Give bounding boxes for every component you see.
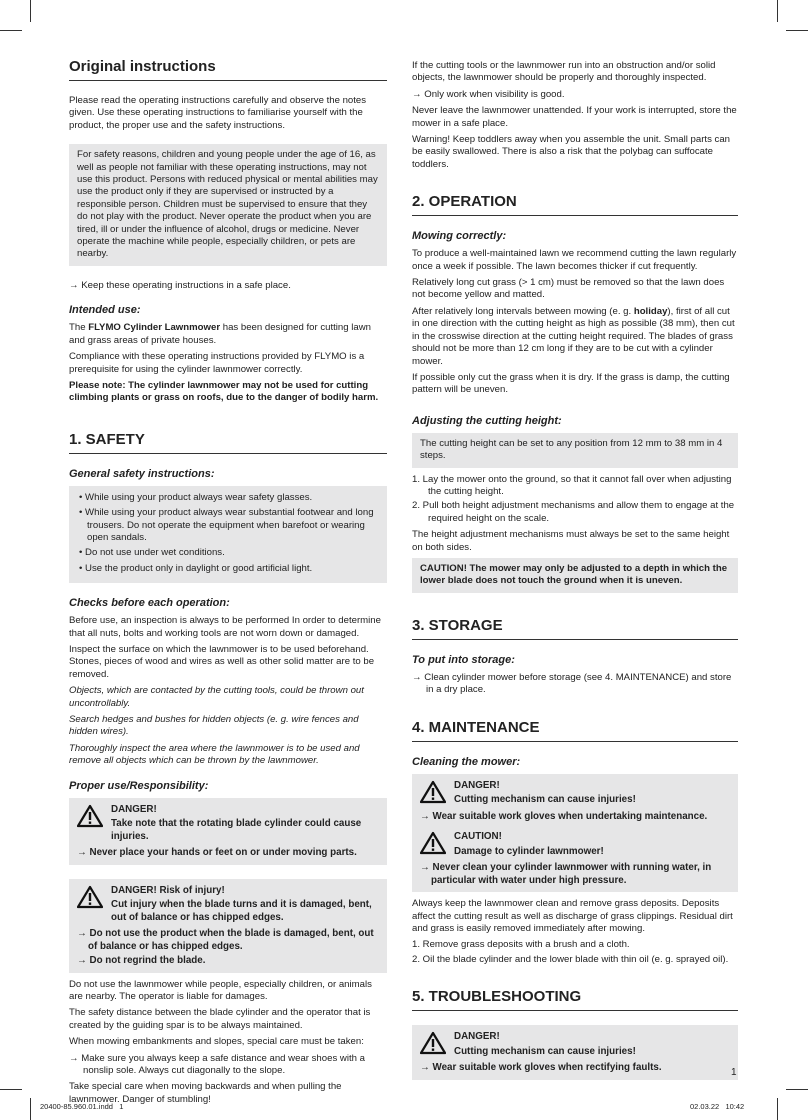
danger-instruction: → Do not use the product when the blade is damaged, bent, out of balance or has chipped edges. [77, 928, 374, 952]
crop-mark [786, 1089, 808, 1090]
slope-instruction: → Make sure you always keep a safe distance and wear shoes with a nonslip sole. Always cut diagonally to the slope. [69, 1052, 365, 1077]
crop-mark [30, 0, 31, 22]
step-item: 2. Oil the blade cylinder and the lower blade with thin oil (e. g. sprayed oil). [412, 953, 729, 965]
warning-triangle-icon [77, 804, 103, 828]
body-paragraph: Take special care when moving backwards and when pulling the lawnmower. Danger of stumbling! [69, 1081, 342, 1105]
danger-text: Cutting mechanism can cause injuries! [454, 794, 636, 806]
danger-instruction: → Wear suitable work gloves when undertaking maintenance. [420, 810, 708, 822]
section-heading-maintenance: 4. MAINTENANCE [412, 719, 738, 742]
danger-title: DANGER! Risk of injury! [111, 884, 225, 896]
checks-heading: Checks before each operation: [69, 597, 230, 610]
caution-text: Damage to cylinder lawnmower! [454, 845, 604, 857]
keep-instructions-note: → Keep these operating instructions in a safe place. [69, 279, 291, 291]
body-paragraph: Relatively long cut grass (> 1 cm) must be removed so that the lawn does not become yellow and matted. [412, 277, 725, 301]
storage-heading: To put into storage: [412, 653, 515, 666]
intended-use-heading: Intended use: [69, 304, 141, 317]
danger-title: DANGER! [111, 803, 157, 815]
step-item: 1. Lay the mower onto the ground, so that it cannot fall over when adjusting the cutting height. [412, 473, 732, 497]
warning-triangle-icon [77, 885, 103, 909]
section-heading-troubleshooting: 5. TROUBLESHOOTING [412, 988, 738, 1011]
danger-text: Cut injury when the blade turns and it is damaged, bent, out of balance or has chipped edges. [111, 899, 372, 923]
body-paragraph: The height adjustment mechanisms must always be set to the same height on both sides. [412, 529, 730, 553]
product-name: FLYMO Cylinder Lawnmower [88, 322, 221, 334]
please-note-paragraph: Please note: The cylinder lawnmower may not be used for cutting climbing plants or grass on roofs, due to the danger of bodily harm. [69, 379, 379, 404]
danger-text: Cutting mechanism can cause injuries! [454, 1045, 636, 1057]
crop-mark [777, 0, 778, 22]
safety-notice-box: For safety reasons, children and young people under the age of 16, as well as people not familiar with these operating instructions, may not use this product. Persons with reduced physical or mental abilities may use the product only if they are supervised or instructed by a responsible person. Children must be supervised to ensure that they do not play with the product. Never operate the product when you are tired, ill or under the influence of alcohol, drugs or medicine. Never operate the machine while people, especially children, or pets are nearby. [69, 144, 387, 266]
list-item: • Use the product only in daylight or good artificial light. [79, 562, 313, 574]
page-title: Original instructions [69, 58, 387, 81]
intended-use-paragraph: The FLYMO Cylinder Lawnmower has been designed for cutting lawn and grass areas of private houses. [69, 322, 372, 346]
list-item: • While using your product always wear safety glasses. [79, 491, 313, 503]
danger-instruction: → Never place your hands or feet on or under moving parts. [77, 847, 357, 859]
crop-mark [786, 30, 808, 31]
body-paragraph: To produce a well-maintained lawn we recommend cutting the lawn regularly once a week if possible. The lawn becomes thicker if cut frequently. [412, 248, 737, 272]
body-paragraph: If possible only cut the grass when it is dry. If the grass is damp, the cutting pattern will be uneven. [412, 371, 730, 396]
list-item: • While using your product always wear substantial footwear and long trousers. Do not operate the equipment when barefoot or wearing open sandals. [79, 507, 374, 543]
mowing-heading: Mowing correctly: [412, 230, 507, 243]
general-safety-heading: General safety instructions: [69, 467, 215, 480]
general-safety-box [69, 486, 387, 583]
adjust-heading: Adjusting the cutting height: [412, 414, 562, 427]
body-paragraph: Never leave the lawnmower unattended. If your work is interrupted, store the mower in a safe place. [412, 105, 737, 129]
step-item: 1. Remove grass deposits with a brush and a cloth. [412, 939, 630, 951]
danger-box [412, 1025, 738, 1080]
intro-paragraph: Please read the operating instructions carefully and observe the notes given. Use these operating instructions to familiarise yourself with the product, the proper use and the safety instructions. [69, 95, 367, 131]
section-heading-operation: 2. OPERATION [412, 193, 738, 216]
body-paragraph: If the cutting tools or the lawnmower run into an obstruction and/or solid objects, the lawnmower should be properly and thoroughly inspected. [412, 60, 716, 84]
danger-title: DANGER! [454, 1031, 500, 1043]
checks-italic-note: Objects, which are contacted by the cutting tools, could be thrown out uncontrollably. [69, 685, 364, 709]
warning-triangle-icon [420, 780, 446, 804]
checks-paragraph: Inspect the surface on which the lawnmower is to be used beforehand. Stones, pieces of wood and wires as well as other solid matter are to be removed. [69, 643, 375, 680]
warning-triangle-icon [420, 831, 446, 855]
body-paragraph: After relatively long intervals between mowing (e. g. holiday), first of all cut in one direction with the cutting height as high as possible (38 mm), then cut in the crosswise direction at the cutting height required. The blades of grass should not be more than 12 cm long if they are to be cut with a cylinder mower. [412, 305, 735, 367]
danger-instruction: → Wear suitable work gloves when rectifying faults. [420, 1062, 662, 1074]
danger-box [412, 774, 738, 893]
crop-mark [30, 1098, 31, 1120]
list-item: • Do not use under wet conditions. [79, 547, 225, 559]
danger-text: Take note that the rotating blade cylinder could cause injuries. [111, 818, 362, 842]
compliance-paragraph: Compliance with these operating instructions provided by FLYMO is a prerequisite for using the cylinder lawnmower correctly. [69, 351, 365, 375]
crop-mark [0, 30, 22, 31]
right-column [412, 60, 738, 1086]
caution-box: CAUTION! The mower may only be adjusted to a depth in which the lower blade does not touch the ground when it is uneven. [412, 558, 738, 593]
checks-italic-note: Thoroughly inspect the area where the lawnmower is to be used and remove all objects which can be thrown by the lawnmower. [69, 742, 360, 767]
cutting-height-box: The cutting height can be set to any position from 12 mm to 38 mm in 4 steps. [412, 433, 738, 468]
step-item: 2. Pull both height adjustment mechanisms and allow them to engage at the required height on the scale. [412, 500, 735, 524]
section-heading-storage: 3. STORAGE [412, 617, 738, 640]
warning-triangle-icon [420, 1031, 446, 1055]
footer-date: 02.03.22 10:42 [690, 1102, 745, 1111]
crop-mark [0, 1089, 22, 1090]
danger-title: DANGER! [454, 779, 500, 791]
caution-instruction: → Never clean your cylinder lawnmower with running water, in particular with water under high pressure. [420, 862, 712, 886]
body-paragraph: When mowing embankments and slopes, special care must be taken: [69, 1036, 364, 1048]
danger-box [69, 798, 387, 865]
section-heading-safety: 1. SAFETY [69, 431, 387, 454]
left-column [69, 58, 387, 1110]
body-paragraph: Warning! Keep toddlers away when you assemble the unit. Small parts can be easily swallowed. There is also a risk that the polybag can suffocate toddlers. [412, 134, 731, 170]
checks-paragraph: Before use, an inspection is always to be performed In order to determine that all nuts, bolts and working tools are not worn down or damaged. [69, 615, 381, 639]
cleaning-heading: Cleaning the mower: [412, 755, 521, 768]
checks-italic-note: Search hedges and bushes for hidden objects (e. g. wire fences and hidden wires). [69, 714, 359, 738]
page-number: 1 [731, 1067, 737, 1078]
body-paragraph: The safety distance between the blade cylinder and the operator that is created by the guiding spar is to be always maintained. [69, 1007, 371, 1031]
storage-instruction: → Clean cylinder mower before storage (see 4. MAINTENANCE) and store in a dry place. [412, 671, 732, 696]
footer-file-name: 20400-85.960.01.indd 1 [40, 1102, 124, 1111]
visibility-note: → Only work when visibility is good. [412, 88, 565, 100]
danger-box [69, 879, 387, 973]
danger-instruction: → Do not regrind the blade. [77, 955, 206, 967]
proper-use-heading: Proper use/Responsibility: [69, 779, 209, 792]
crop-mark [777, 1098, 778, 1120]
body-paragraph: Do not use the lawnmower while people, especially children, or animals are nearby. The operator is liable for damages. [69, 978, 372, 1003]
body-paragraph: Always keep the lawnmower clean and remove grass deposits. Deposits affect the cutting result as well as discharge of grass clippings. Residual dirt and grass is easily removed immediately after mowing. [412, 898, 733, 934]
caution-title: CAUTION! [454, 831, 502, 843]
